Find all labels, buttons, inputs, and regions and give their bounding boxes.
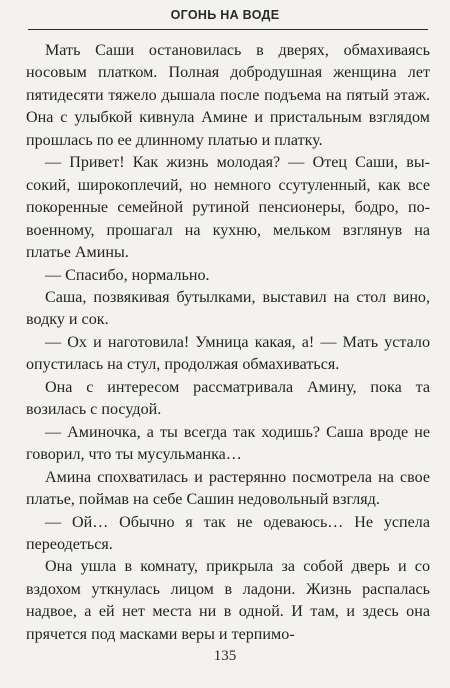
page-number: 135 [213,648,237,664]
paragraph: — Ой… Обычно я так не одеваюсь… Не успела переодеться. [26,513,430,553]
body-text [26,40,430,646]
paragraph: — Спасибо, нормально. [45,266,210,284]
paragraph: Саша, позвякивая бутылками, выставил на стол вино, водку и сок. [26,288,430,329]
paragraph: — Ох и наготовила! Умница какая, а! — Мать устало опустилась на стул, продолжая обмахиваться. [26,333,430,374]
running-title: ОГОНЬ НА ВОДЕ [170,8,280,22]
paragraph: Она с интересом рассматривала Амину, пока та возилась с посудой. [26,378,430,419]
paragraph: Амина спохватилась и растерянно посмотрела на свое платье, поймав на себе Сашин недовольный взгляд. [26,468,430,509]
paragraph: Мать Саши остановилась в дверях, обмахиваясь носовым платком. Полная добродушная женщина лет пятидесяти тяжело дышала после подъема на пятый этаж. Она с улыбкой кивнула Амине и пристальным взглядом прошлась по ее длинному платью и платку. [26,42,430,149]
paragraph: Она ушла в комнату, прикрыла за собой дверь и со вздохом уткнулась лицом в ладони. Жизнь распалась надвое, а ей нет места ни в одной. И там, и здесь она прячется под масками веры и терпимо- [26,558,430,643]
header-rule [28,29,428,30]
paragraph: — Привет! Как жизнь молодая? — Отец Саши, высокий, широкоплечий, но немного ссутуленный, как все покоренные семейной рутиной пенсионеры, бодро, по-военному, прошагал на кухню, мельком взглянув на платье Амины. [26,154,430,262]
paragraph: — Аминочка, а ты всегда так ходишь? Саша вроде не говорил, что ты мусульманка… [26,423,430,464]
